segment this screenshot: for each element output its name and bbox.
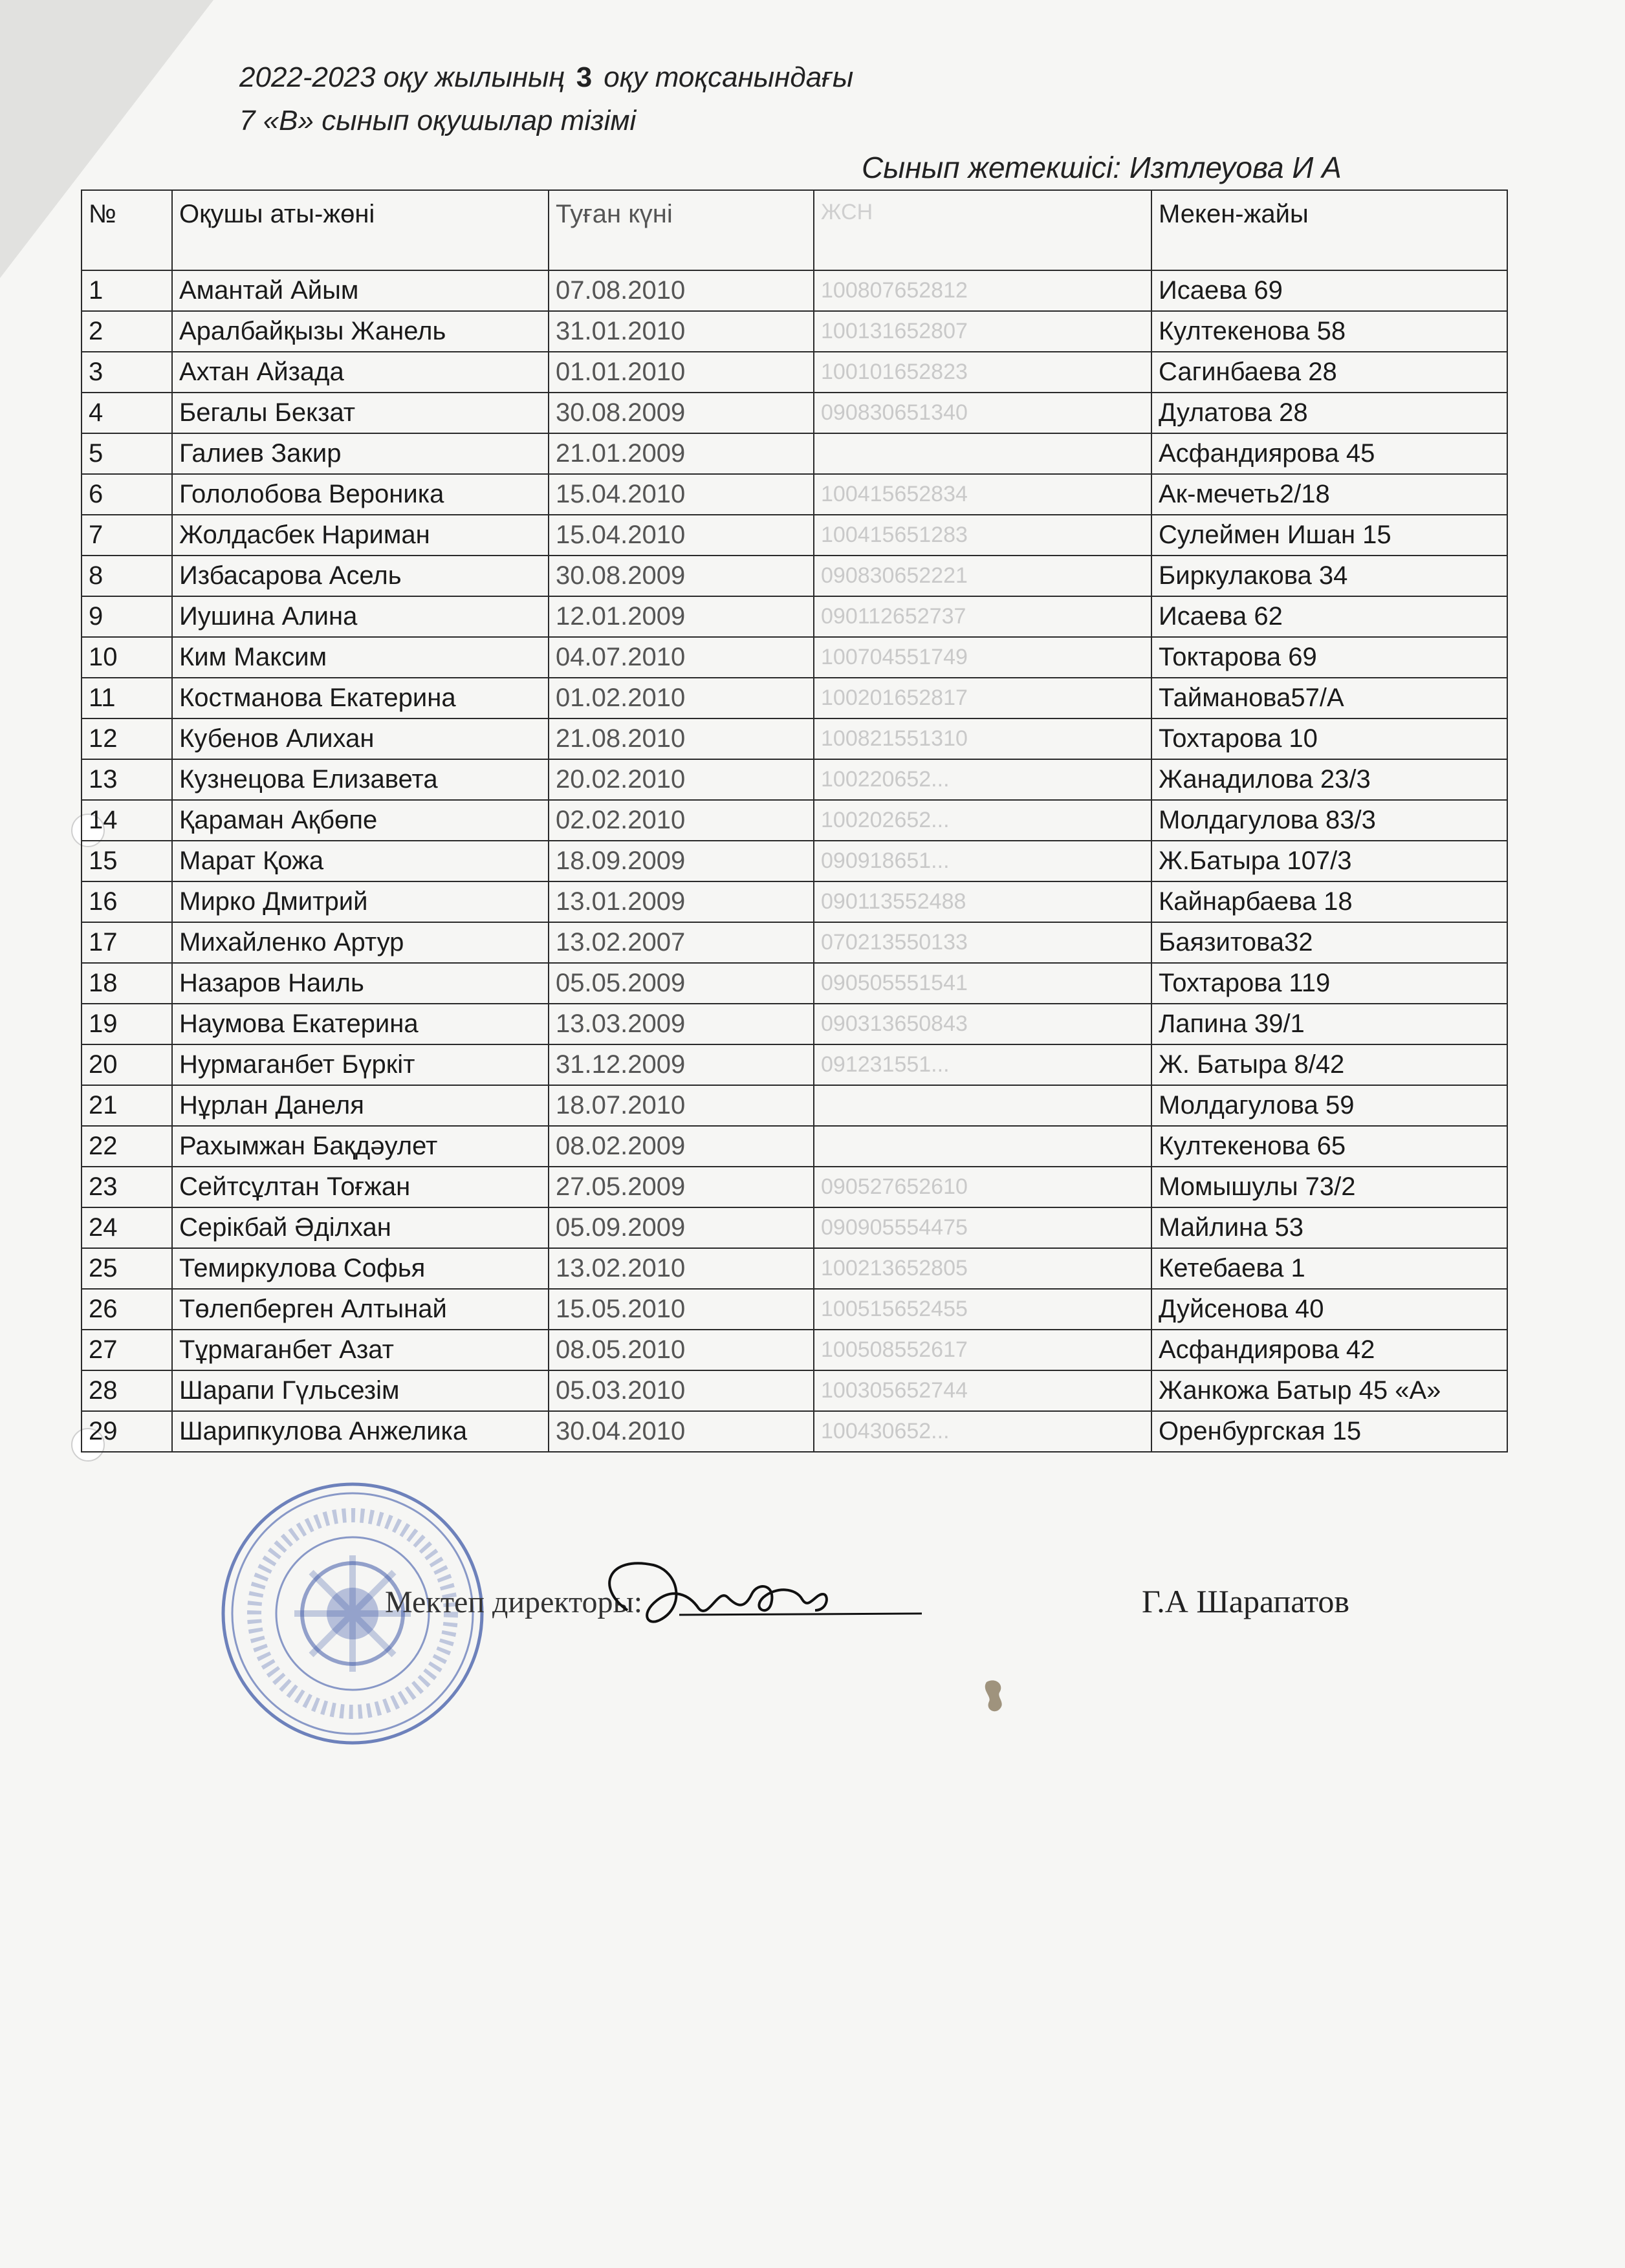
table-row [82, 1004, 1507, 1044]
director-signature [582, 1549, 925, 1639]
cell-iin: 100704551749 [814, 637, 1151, 678]
cell-birthdate: 15.05.2010 [549, 1289, 814, 1330]
cell-address: Майлина 53 [1151, 1207, 1507, 1248]
table-row [82, 1248, 1507, 1289]
table-row [82, 311, 1507, 352]
cell-number: 6 [82, 474, 172, 515]
cell-birthdate: 01.01.2010 [549, 352, 814, 393]
cell-iin: 091231551... [814, 1044, 1151, 1085]
cell-number: 8 [82, 556, 172, 596]
cell-iin: 090830651340 [814, 393, 1151, 433]
ink-blot [980, 1678, 1009, 1713]
cell-number: 17 [82, 922, 172, 963]
cell-number: 25 [82, 1248, 172, 1289]
cell-number: 9 [82, 596, 172, 637]
cell-address: Сагинбаева 28 [1151, 352, 1507, 393]
cell-student-name: Костманова Екатерина [172, 678, 549, 718]
cell-student-name: Кузнецова Елизавета [172, 759, 549, 800]
cell-birthdate: 02.02.2010 [549, 800, 814, 841]
cell-address: Молдагулова 83/3 [1151, 800, 1507, 841]
table-row [82, 1370, 1507, 1411]
cell-birthdate: 21.08.2010 [549, 718, 814, 759]
cell-student-name: Наумова Екатерина [172, 1004, 549, 1044]
cell-number: 16 [82, 881, 172, 922]
document-title-line-2: 7 «В» сынып оқушылар тізімі [239, 105, 637, 136]
cell-address: Кетебаева 1 [1151, 1248, 1507, 1289]
cell-address: Ж. Батыра 8/42 [1151, 1044, 1507, 1085]
cell-number: 7 [82, 515, 172, 556]
cell-iin: 090505551541 [814, 963, 1151, 1004]
table-row [82, 1167, 1507, 1207]
cell-number: 13 [82, 759, 172, 800]
cell-birthdate: 31.12.2009 [549, 1044, 814, 1085]
cell-student-name: Нурмаганбет Бүркіт [172, 1044, 549, 1085]
cell-student-name: Гололобова Вероника [172, 474, 549, 515]
quarter-number: 3 [576, 61, 593, 93]
cell-student-name: Төлепберген Алтынай [172, 1289, 549, 1330]
cell-iin [814, 1126, 1151, 1167]
cell-iin: 090905554475 [814, 1207, 1151, 1248]
cell-iin: 090112652737 [814, 596, 1151, 637]
cell-birthdate: 12.01.2009 [549, 596, 814, 637]
cell-student-name: Ахтан Айзада [172, 352, 549, 393]
cell-address: Токтарова 69 [1151, 637, 1507, 678]
cell-birthdate: 08.05.2010 [549, 1330, 814, 1370]
cell-student-name: Шарапи Гүльсезім [172, 1370, 549, 1411]
cell-iin: 100415651283 [814, 515, 1151, 556]
table-row [82, 637, 1507, 678]
cell-birthdate: 30.08.2009 [549, 393, 814, 433]
cell-number: 22 [82, 1126, 172, 1167]
cell-iin: 100415652834 [814, 474, 1151, 515]
cell-address: Дулатова 28 [1151, 393, 1507, 433]
cell-student-name: Аралбайқызы Жанель [172, 311, 549, 352]
table-row [82, 1289, 1507, 1330]
table-row [82, 596, 1507, 637]
cell-birthdate: 08.02.2009 [549, 1126, 814, 1167]
column-header-birthdate: Туған күні [549, 190, 814, 270]
table-row [82, 963, 1507, 1004]
table-row [82, 800, 1507, 841]
cell-student-name: Избасарова Асель [172, 556, 549, 596]
cell-number: 4 [82, 393, 172, 433]
cell-birthdate: 07.08.2010 [549, 270, 814, 311]
cell-iin: 090918651... [814, 841, 1151, 881]
cell-iin: 100807652812 [814, 270, 1151, 311]
cell-address: Асфандиярова 45 [1151, 433, 1507, 474]
cell-iin: 090527652610 [814, 1167, 1151, 1207]
cell-iin: 090113552488 [814, 881, 1151, 922]
table-row [82, 515, 1507, 556]
table-row [82, 841, 1507, 881]
cell-student-name: Нұрлан Данеля [172, 1085, 549, 1126]
table-row [82, 556, 1507, 596]
cell-birthdate: 31.01.2010 [549, 311, 814, 352]
cell-address: Баязитова32 [1151, 922, 1507, 963]
cell-address: Култекенова 58 [1151, 311, 1507, 352]
cell-number: 11 [82, 678, 172, 718]
cell-address: Оренбургская 15 [1151, 1411, 1507, 1452]
document-title-line-1: 2022-2023 оқу жылының 3 оқу тоқсанындағы [239, 61, 854, 93]
cell-student-name: Ким Максим [172, 637, 549, 678]
cell-student-name: Тұрмаганбет Азат [172, 1330, 549, 1370]
cell-number: 28 [82, 1370, 172, 1411]
table-row [82, 1126, 1507, 1167]
cell-student-name: Марат Қожа [172, 841, 549, 881]
cell-student-name: Темиркулова Софья [172, 1248, 549, 1289]
cell-birthdate: 21.01.2009 [549, 433, 814, 474]
table-row [82, 881, 1507, 922]
cell-number: 24 [82, 1207, 172, 1248]
table-body [82, 270, 1507, 1452]
cell-birthdate: 15.04.2010 [549, 515, 814, 556]
cell-birthdate: 13.01.2009 [549, 881, 814, 922]
cell-student-name: Мирко Дмитрий [172, 881, 549, 922]
cell-birthdate: 27.05.2009 [549, 1167, 814, 1207]
cell-birthdate: 20.02.2010 [549, 759, 814, 800]
column-header-address: Мекен-жайы [1151, 190, 1507, 270]
cell-iin: 090830652221 [814, 556, 1151, 596]
cell-student-name: Бегалы Бекзат [172, 393, 549, 433]
cell-iin [814, 433, 1151, 474]
cell-number: 14 [82, 800, 172, 841]
cell-number: 26 [82, 1289, 172, 1330]
table-row [82, 352, 1507, 393]
cell-number: 15 [82, 841, 172, 881]
cell-address: Жанкожа Батыр 45 «А» [1151, 1370, 1507, 1411]
cell-iin: 100515652455 [814, 1289, 1151, 1330]
cell-birthdate: 05.03.2010 [549, 1370, 814, 1411]
table-row [82, 474, 1507, 515]
cell-address: Исаева 69 [1151, 270, 1507, 311]
cell-address: Молдагулова 59 [1151, 1085, 1507, 1126]
cell-iin: 100821551310 [814, 718, 1151, 759]
cell-number: 12 [82, 718, 172, 759]
cell-address: Тохтарова 119 [1151, 963, 1507, 1004]
cell-iin: 070213550133 [814, 922, 1151, 963]
cell-birthdate: 30.04.2010 [549, 1411, 814, 1452]
class-teacher: Сынып жетекшісі: Изтлеуова И А [862, 151, 1342, 184]
cell-student-name: Амантай Айым [172, 270, 549, 311]
table-row [82, 1330, 1507, 1370]
table-row [82, 270, 1507, 311]
column-header-number: № [82, 190, 172, 270]
cell-address: Тайманова57/А [1151, 678, 1507, 718]
cell-birthdate: 13.02.2007 [549, 922, 814, 963]
cell-birthdate: 13.03.2009 [549, 1004, 814, 1044]
cell-address: Култекенова 65 [1151, 1126, 1507, 1167]
cell-iin: 100202652... [814, 800, 1151, 841]
cell-birthdate: 05.05.2009 [549, 963, 814, 1004]
cell-student-name: Галиев Закир [172, 433, 549, 474]
table-row [82, 678, 1507, 718]
cell-student-name: Серікбай Әділхан [172, 1207, 549, 1248]
cell-address: Ж.Батыра 107/3 [1151, 841, 1507, 881]
cell-address: Сулеймен Ишан 15 [1151, 515, 1507, 556]
cell-number: 18 [82, 963, 172, 1004]
cell-birthdate: 04.07.2010 [549, 637, 814, 678]
cell-address: Дуйсенова 40 [1151, 1289, 1507, 1330]
cell-number: 21 [82, 1085, 172, 1126]
cell-birthdate: 30.08.2009 [549, 556, 814, 596]
cell-number: 29 [82, 1411, 172, 1452]
cell-address: Лапина 39/1 [1151, 1004, 1507, 1044]
cell-student-name: Шарипкулова Анжелика [172, 1411, 549, 1452]
cell-iin: 100220652... [814, 759, 1151, 800]
cell-address: Ак-мечеть2/18 [1151, 474, 1507, 515]
cell-iin: 100101652823 [814, 352, 1151, 393]
cell-number: 27 [82, 1330, 172, 1370]
cell-address: Момышулы 73/2 [1151, 1167, 1507, 1207]
column-header-name: Оқушы аты-жөні [172, 190, 549, 270]
column-header-iin: ЖСН [814, 190, 1151, 270]
cell-iin: 100201652817 [814, 678, 1151, 718]
cell-iin [814, 1085, 1151, 1126]
cell-address: Асфандиярова 42 [1151, 1330, 1507, 1370]
cell-number: 1 [82, 270, 172, 311]
cell-number: 10 [82, 637, 172, 678]
cell-birthdate: 18.09.2009 [549, 841, 814, 881]
cell-student-name: Иушина Алина [172, 596, 549, 637]
table-row [82, 1085, 1507, 1126]
table-row [82, 922, 1507, 963]
cell-address: Кайнарбаева 18 [1151, 881, 1507, 922]
table-row [82, 759, 1507, 800]
cell-address: Жанадилова 23/3 [1151, 759, 1507, 800]
cell-number: 2 [82, 311, 172, 352]
cell-student-name: Қараман Ақбөпе [172, 800, 549, 841]
cell-iin: 100305652744 [814, 1370, 1151, 1411]
student-list-table [81, 189, 1508, 1453]
cell-number: 3 [82, 352, 172, 393]
cell-student-name: Сейтсұлтан Тоғжан [172, 1167, 549, 1207]
cell-number: 23 [82, 1167, 172, 1207]
cell-student-name: Кубенов Алихан [172, 718, 549, 759]
table-row [82, 1044, 1507, 1085]
cell-student-name: Рахымжан Бақдәулет [172, 1126, 549, 1167]
cell-student-name: Жолдасбек Нариман [172, 515, 549, 556]
cell-iin: 100508552617 [814, 1330, 1151, 1370]
cell-address: Биркулакова 34 [1151, 556, 1507, 596]
cell-number: 5 [82, 433, 172, 474]
cell-iin: 100430652... [814, 1411, 1151, 1452]
cell-address: Тохтарова 10 [1151, 718, 1507, 759]
cell-address: Исаева 62 [1151, 596, 1507, 637]
cell-birthdate: 18.07.2010 [549, 1085, 814, 1126]
table-row [82, 433, 1507, 474]
director-name: Г.А Шарапатов [1142, 1583, 1349, 1619]
cell-iin: 100131652807 [814, 311, 1151, 352]
cell-birthdate: 15.04.2010 [549, 474, 814, 515]
cell-iin: 100213652805 [814, 1248, 1151, 1289]
cell-birthdate: 13.02.2010 [549, 1248, 814, 1289]
signature-label: Мектеп директоры: [385, 1585, 643, 1619]
table-header-row [82, 190, 1507, 270]
table-row [82, 393, 1507, 433]
cell-iin: 090313650843 [814, 1004, 1151, 1044]
table-row [82, 1411, 1507, 1452]
cell-number: 19 [82, 1004, 172, 1044]
table-row [82, 718, 1507, 759]
cell-number: 20 [82, 1044, 172, 1085]
cell-birthdate: 01.02.2010 [549, 678, 814, 718]
cell-birthdate: 05.09.2009 [549, 1207, 814, 1248]
cell-student-name: Назаров Наиль [172, 963, 549, 1004]
cell-student-name: Михайленко Артур [172, 922, 549, 963]
table-row [82, 1207, 1507, 1248]
